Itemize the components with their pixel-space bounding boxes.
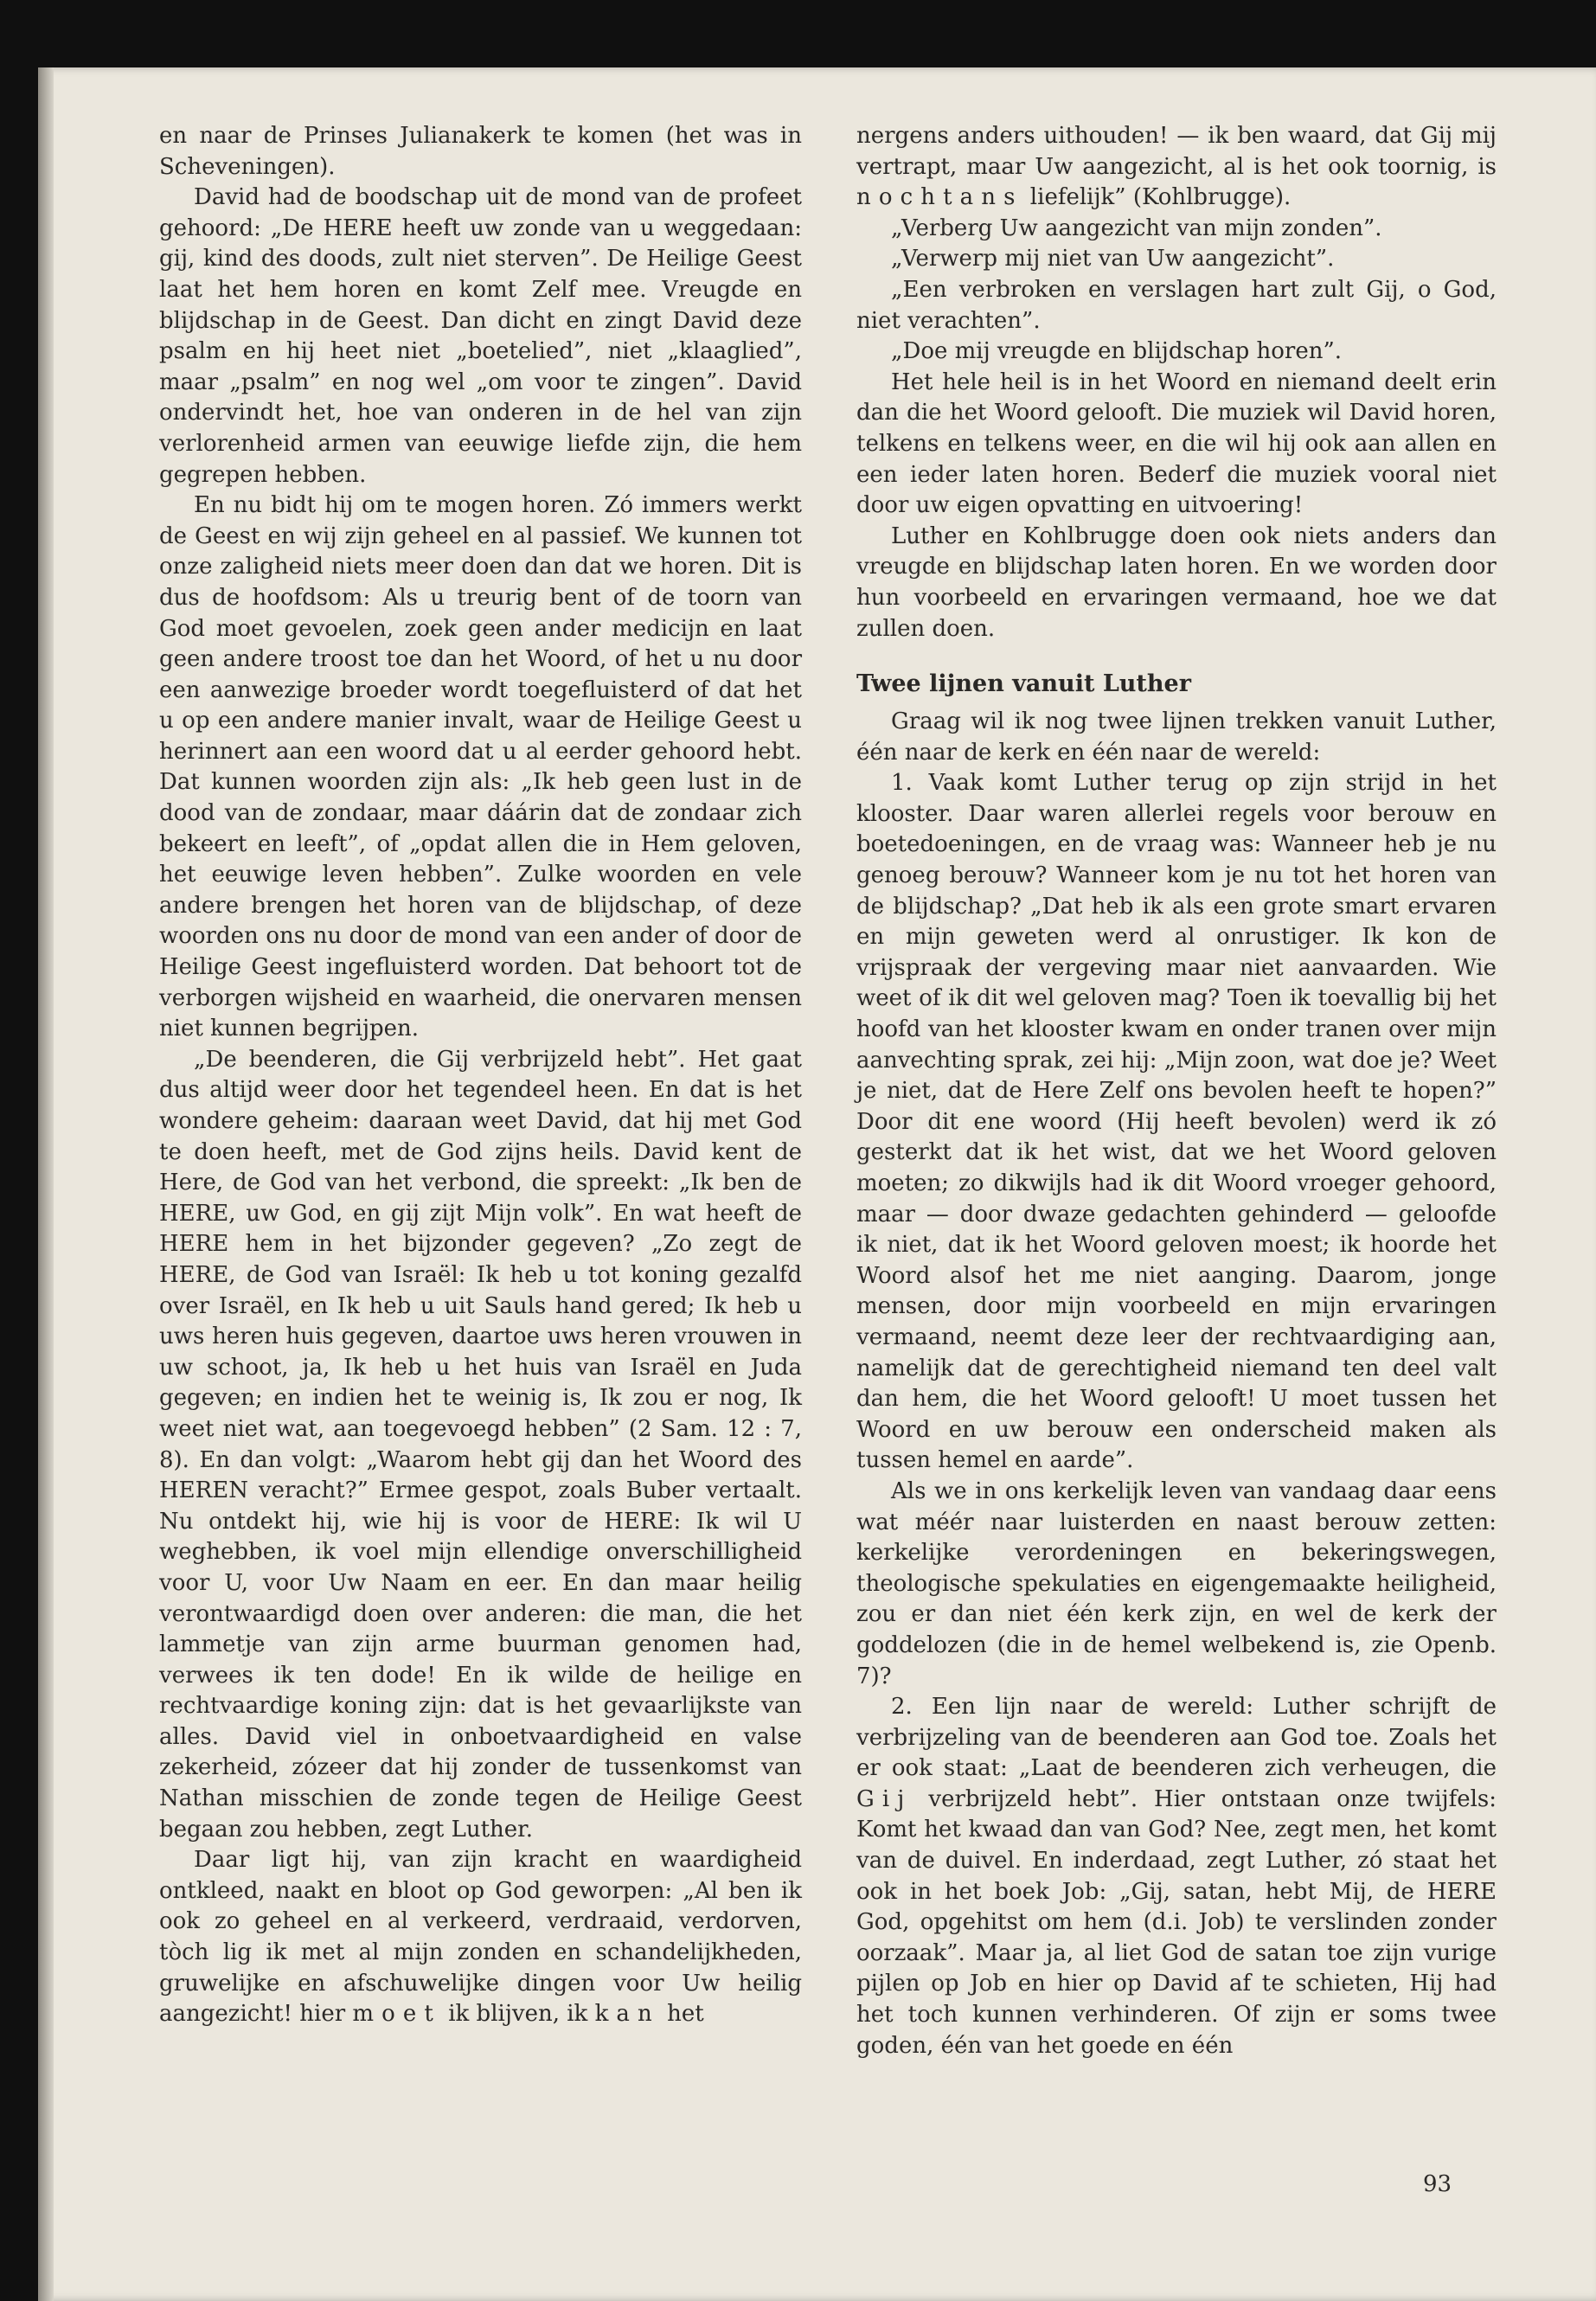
paragraph: „Verwerp mij niet van Uw aangezicht”. [891,246,1335,272]
paragraph: „De beenderen, die Gij verbrijzeld hebt”. Het gaat dus altijd weer door het tegendeel heen. En dat is het wondere geheim: daaraan weet David, dat hij met God te doen heeft, met de God zijns heils. David kent de Here, de God van het verbond, die spreekt: „Ik ben de HERE, uw God, en gij zijt Mijn volk”. En wat heeft de HERE hem in het bijzonder gegeven? „Zo zegt de HERE, de God van Israël: Ik heb u tot koning gezalfd over Israël, en Ik heb u uit Sauls hand gered; Ik heb u uws heren huis gegeven, daartoe uws heren vrouwen in uw schoot, ja, Ik heb u het huis van Israël en Juda gegeven; en indien het te weinig is, Ik zou er nog, Ik weet niet wat, aan toegevoegd hebben” (2 Sam. 12 : 7, 8). En dan volgt: „Waarom hebt gij dan het Woord des HEREN veracht?” Ermee gespot, zoals Buber vertaalt. Nu ontdekt hij, wie hij is voor de HERE: Ik wil U weghebben, ik voel mijn ellendige onverschilligheid voor U, voor Uw Naam en eer. En dan maar heilig verontwaardigd doen over anderen: die man, die het lammetje van zijn arme buurman genomen had, verwees ik ten dode! En ik wilde de heilige en rechtvaardige koning zijn: dat is het gevaarlijkste van alles. David viel in onboetvaardigheid en valse zekerheid, zózeer dat hij zonder de tussenkomst van Nathan misschien de zonde tegen de Heilige Geest begaan zou hebben, zegt Luther. [159,1046,802,1843]
section-heading: Twee lijnen vanuit Luther [856,670,1191,698]
paragraph: 1. Vaak komt Luther terug op zijn strijd in het klooster. Daar waren allerlei regels voor berouw en boetedoeningen, en de vraag was: Wanneer heb je nu genoeg berouw? Wanneer kom je nu tot het horen van de blijdschap? „Dat heb ik als een grote smart ervaren en mijn geweten werd al onrustiger. Ik kon de vrijspraak der vergeving maar niet aanvaarden. Wie weet of ik dit wel geloven mag? Toen ik toevallig bij het hoofd van het klooster kwam en onder tranen over mijn aanvechting sprak, zei hij: „Mijn zoon, wat doe je? Weet je niet, dat de Here Zelf ons bevolen heeft te hopen?” Door dit ene woord (Hij heeft bevolen) werd ik zó gesterkt dat ik het wist, dat we het Woord geloven moeten; zo dikwijls had ik dit Woord vroeger gehoord, maar — door dwaze gedachten gehinderd — geloofde ik niet, dat ik het Woord geloven moest; ik hoorde het Woord alsof het me niet aanging. Daarom, jonge mensen, door mijn voorbeeld en mijn ervaringen vermaand, neemt deze leer der rechtvaardiging aan, namelijk dat de gerechtigheid niemand ten deel valt dan hem, die het Woord gelooft! U moet tussen het Woord en uw berouw een onderscheid maken als tussen hemel en aarde”. [856,770,1497,1474]
paragraph: En nu bidt hij om te mogen horen. Zó immers werkt de Geest en wij zijn geheel en al passief. We kunnen tot onze zaligheid niets meer doen dan dat we horen. Dit is dus de hoofdsom: Als u treurig bent of de toorn van God moet gevoelen, zoek geen ander medicijn en laat geen andere troost toe dan het Woord, of het u nu door een aanwezige broeder wordt toegefluisterd of dat het u op een andere manier invalt, waar de Heilige Geest u herinnert aan een woord dat u al eerder gehoord hebt. Dat kunnen woorden zijn als: „Ik heb geen lust in de dood van de zondaar, maar dáárin dat de zondaar zich bekeert en leeft”, of „opdat allen die in Hem geloven, het eeuwige leven hebben”. Zulke woorden en vele andere brengen het horen van de blijdschap, of deze woorden ons nu door de mond van een ander of door de Heilige Geest ingefluisterd worden. Dat behoort tot de verborgen wijsheid en waarheid, die onervaren mensen niet kunnen begrijpen. [159,492,802,1042]
paragraph-text: Daar ligt hij, van zijn kracht en waardigheid ontkleed, naakt en bloot op God geworpen: „Al ben ik ook zo geheel en al verkeerd, verdraaid, verdorven, tòch lig ik met al mijn zonden en schandelijkheden, gruwelijke en afschuwelijke dingen voor Uw heilig aangezicht! hier [159,1847,802,2028]
paragraph-text: verbrijzeld hebt”. Hier ontstaan onze twijfels: Komt het kwaad dan van God? Nee, zegt men, het komt van de duivel. En inderdaad, zegt Luther, zó staat het ook in het boek Job: „Gij, satan, hebt Mij, de HERE God, opgehitst om hem (d.i. Job) te verslinden zonder oorzaak”. Maar ja, al liet God de satan toe zijn vurige pijlen op Job en hier op David af te schieten, Hij had het toch kunnen verhinderen. Of zijn er soms twee goden, één van het goede en één [856,1785,1497,2059]
right-text-column [856,121,1497,2061]
paragraph [159,1845,802,2030]
paragraph-text: liefelijk” (Kohlbrugge). [1022,184,1292,211]
spaced-emphasis: nochtans [856,184,1023,211]
paragraph: David had de boodschap uit de mond van de profeet gehoord: „De HERE heeft uw zonde van u weggedaan: gij, kind des doods, zult niet sterven”. De Heilige Geest laat het hem horen en komt Zelf mee. Vreugde en blijdschap in de Geest. Dan dicht en zingt David deze psalm en hij heet niet „boetelied”, niet „klaaglied”, maar „psalm” en nog wel „om voor te zingen”. David ondervindt het, hoe van onderen in de hel van zijn verlorenheid armen van eeuwige liefde zijn, die hem gegrepen hebben. [159,184,802,488]
paragraph [856,121,1497,214]
paragraph-text: 2. Een lijn naar de wereld: Luther schrijft de verbrijzeling van de beenderen aan God toe. Zoals het er ook staat: „Laat de beenderen zich verheugen, die [856,1694,1497,1782]
spaced-emphasis: kan [594,2001,660,2028]
paragraph: en naar de Prinses Julianakerk te komen (het was in Scheveningen). [159,123,802,180]
paragraph-text: ik blijven, ik [440,2001,595,2028]
left-text-column [159,121,802,2030]
page-number: 93 [1423,2171,1452,2197]
spaced-emphasis: moet [352,2001,441,2028]
paragraph: Het hele heil is in het Woord en niemand deelt erin dan die het Woord gelooft. Die muziek wil David horen, telkens en telkens weer, en die wil hij ook aan allen en een ieder laten horen. Bederf die muziek vooral niet door uw eigen opvatting en uitvoering! [856,369,1497,519]
spaced-emphasis: Gij [856,1785,913,1812]
page-binding-shadow [38,67,54,2301]
paragraph: Als we in ons kerkelijk leven van vandaag daar eens wat méér naar luisterden en naast berouw zetten: kerkelijke verordeningen en bekeringswegen, theologische spekulaties en eigengemaakte heiligheid, zou er dan niet één kerk zijn, en wel de kerk der goddelozen (die in de hemel welbekend is, zie Openb. 7)? [856,1477,1497,1689]
paragraph-text: nergens anders uithouden! — ik ben waard, dat Gij mij vertrapt, maar Uw aangezicht, al is het ook toornig, is [856,123,1497,180]
paragraph: „Een verbroken en verslagen hart zult Gij, o God, niet verachten”. [856,276,1497,334]
paragraph: Luther en Kohlbrugge doen ook niets anders dan vreugde en blijdschap laten horen. En we worden door hun voorbeeld en ervaringen vermaand, hoe we dat zullen doen. [856,522,1497,642]
paragraph [856,1692,1497,2061]
paragraph: Graag wil ik nog twee lijnen trekken vanuit Luther, één naar de kerk en één naar de wereld: [856,708,1497,766]
paragraph: „Doe mij vreugde en blijdschap horen”. [891,338,1343,365]
paragraph: „Verberg Uw aangezicht van mijn zonden”. [891,215,1382,241]
paragraph-text: het [659,2001,704,2028]
